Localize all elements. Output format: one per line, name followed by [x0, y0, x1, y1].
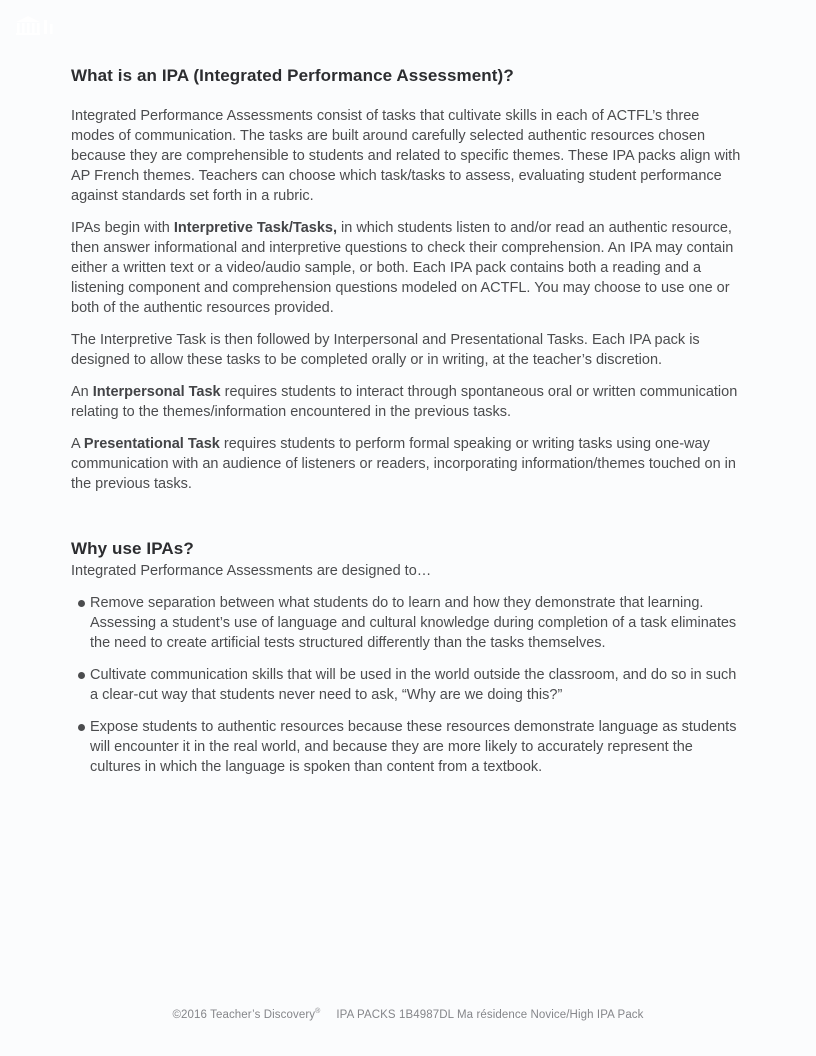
bullet-icon — [78, 672, 85, 679]
document-body — [71, 64, 745, 789]
bullet-icon — [78, 724, 85, 731]
paragraph-interpretive-task — [71, 218, 745, 318]
teachers-discovery-schoolhouse-icon — [14, 14, 66, 36]
paragraph-text: requires students to perform formal speaking or writing tasks using one-way communication with an audience of listeners or readers, incorporating information/themes touched on in the previous tasks. — [71, 436, 736, 492]
list-item — [71, 665, 745, 705]
footer-copyright — [172, 1009, 320, 1021]
benefits-bullet-list — [71, 593, 745, 777]
bullet-text-remove-separation: Remove separation between what students do to learn and how they demonstrate that learning. Assessing a student’s use of language and cultural knowledge during completion of a task eliminates the need to create artificial tests structured differently than the tasks themselves. — [90, 595, 737, 651]
paragraph-text: IPAs begin with — [71, 220, 174, 236]
paragraph-presentational-task — [71, 434, 745, 494]
paragraph-text: requires students to interact through spontaneous oral or written communication relating to the themes/information encountered in the previous tasks. — [71, 384, 738, 420]
paragraph-text: An — [71, 384, 93, 400]
bold-term-interpersonal-task: Interpersonal Task — [92, 384, 221, 400]
paragraph-task-sequence: The Interpretive Task is then followed by Interpersonal and Presentational Tasks. Each IPA pack is designed to allow these tasks to be completed orally or in writing, at the teacher’s discretion. — [71, 332, 700, 368]
paragraph-text: A — [71, 436, 84, 452]
list-item — [71, 593, 745, 653]
bold-term-presentational-task: Presentational Task — [83, 436, 220, 452]
list-item — [71, 717, 745, 777]
footer-pack-id: IPA PACKS 1B4987DL Ma résidence Novice/High IPA Pack — [336, 1009, 644, 1021]
page-footer — [0, 1008, 816, 1023]
bullet-text-expose-students: Expose students to authentic resources because these resources demonstrate language as students will encounter it in the real world, and because they are more likely to accurately represent the cultures in which the language is spoken than content from a textbook. — [90, 719, 737, 775]
bullet-text-cultivate-communication: Cultivate communication skills that will be used in the world outside the classroom, and do so in such a clear-cut way that students never need to ask, “Why are we doing this?” — [90, 667, 737, 703]
paragraph-interpersonal-task — [71, 382, 745, 422]
bullet-icon — [78, 600, 85, 607]
copyright-text: ©2016 Teacher’s Discovery — [172, 1009, 316, 1021]
section-heading-what-is-ipa: What is an IPA (Integrated Performance Assessment)? — [71, 66, 514, 85]
section-heading-why-use-ipas: Why use IPAs? — [71, 539, 194, 558]
paragraph-text: in which students listen to and/or read an authentic resource, then answer informational and interpretive questions to check their comprehension. An IPA may contain either a written text or a video/audio sample, or both. Each IPA pack contains both a reading and a listening component and comprehension questions modeled on ACTFL. You may choose to use one or both of the authentic resources provided. — [71, 220, 734, 316]
registered-trademark-symbol: ® — [315, 1008, 321, 1016]
bold-term-interpretive-task: Interpretive Task/Tasks, — [173, 220, 337, 236]
paragraph-designed-to: Integrated Performance Assessments are designed to… — [71, 563, 432, 579]
paragraph-ipa-overview: Integrated Performance Assessments consist of tasks that cultivate skills in each of ACTFL’s three modes of communication. The tasks are built around carefully selected authentic resources chosen because they are comprehensible to students and related to specific themes. These IPA packs align with AP French themes. Teachers can choose which task/tasks to assess, evaluating student performance against standards set forth in a rubric. — [71, 108, 741, 204]
